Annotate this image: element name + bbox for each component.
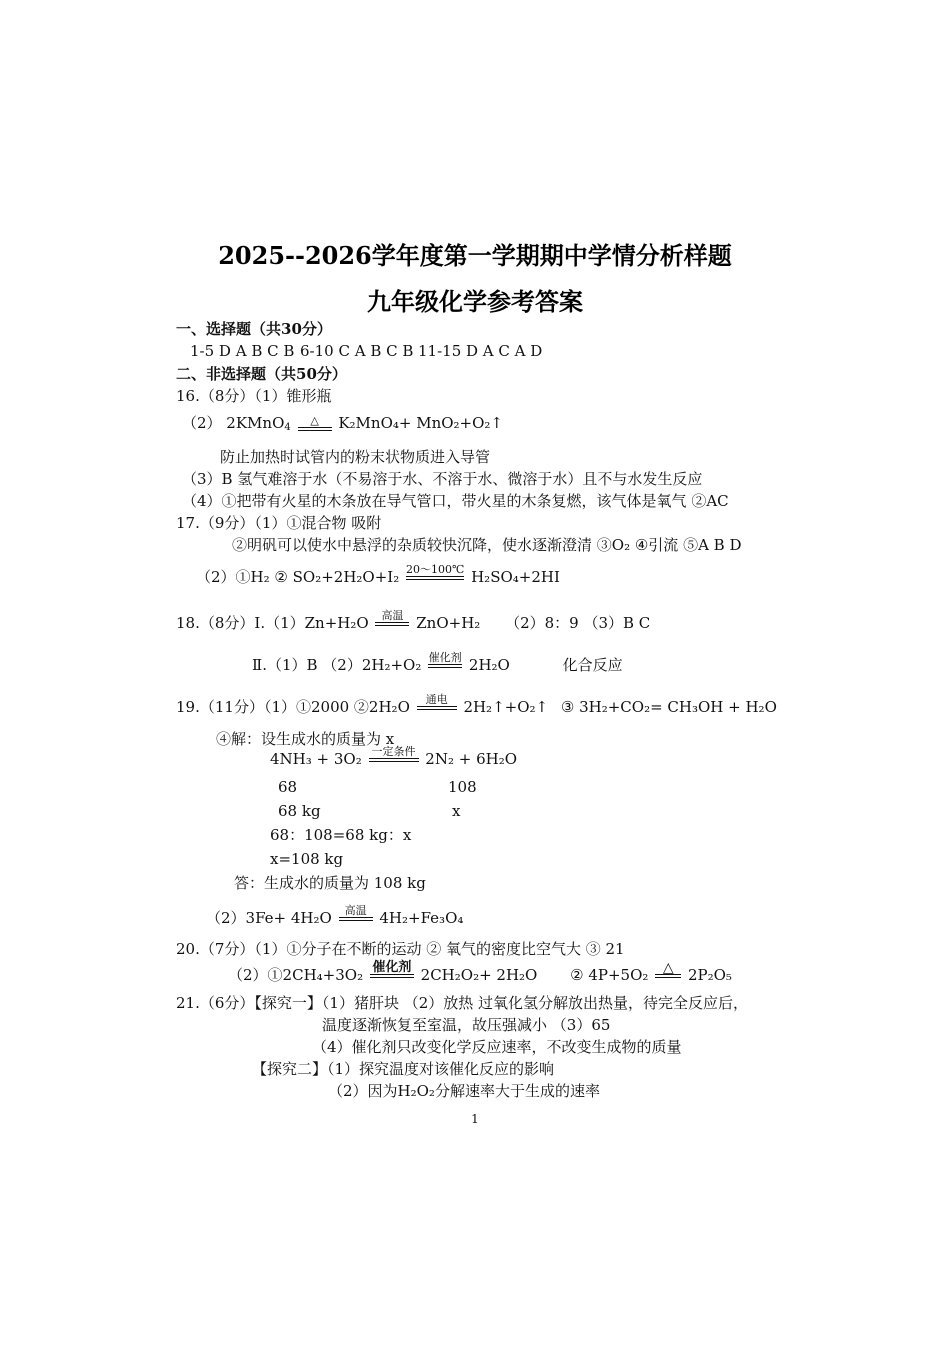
reaction-condition: 一定条件 <box>369 746 419 768</box>
q20-phosphorus-reactants: ② 4P+5O₂ <box>570 966 649 984</box>
q19-result: x=108 kg <box>270 850 344 868</box>
q21-line3: （4）催化剂只改变化学反应速率，不改变生成物的质量 <box>312 1038 682 1056</box>
q18-reaction-type: 化合反应 <box>562 656 623 674</box>
q19-mass-b: x <box>452 802 461 820</box>
page-title: 2025--2026学年度第一学期期中学情分析样题 <box>218 241 732 270</box>
q16-line3: 防止加热时试管内的粉末状物质进入导管 <box>220 448 491 466</box>
q18-part2-reactants: Ⅱ.（1）B （2）2H₂+O₂ <box>252 656 422 674</box>
q19-products: 2H₂↑+O₂↑ <box>463 698 549 716</box>
q20-methane-products: 2CH₂O₂+ 2H₂O <box>420 966 538 984</box>
reaction-condition: △ <box>655 962 681 984</box>
q19-proportion: 68：108=68 kg：x <box>270 826 412 844</box>
reaction-condition: 20～100℃ <box>406 564 464 586</box>
page-number: 1 <box>471 1112 479 1126</box>
q21-line5: （2）因为H₂O₂分解速率大于生成的速率 <box>328 1082 600 1100</box>
answers-6-10: 6-10 C A B C B <box>300 342 414 360</box>
q21-line1: 21.（6分）【探究一】（1）猪肝块 （2）放热 过氧化氢分解放出热量，待完全反应后， <box>176 994 749 1012</box>
q19-answer: 答：生成水的质量为 108 kg <box>234 874 426 892</box>
q19-methanol-equation: ③ 3H₂+CO₂= CH₃OH + H₂O <box>560 698 777 716</box>
section-heading-nonchoice: 二、非选择题（共50分） <box>176 365 347 383</box>
q17-line1: 17.（9分）（1）①混合物 吸附 <box>176 514 382 532</box>
answers-11-15: 11-15 D A C A D <box>418 342 543 360</box>
section-heading-choice: 一、选择题（共30分） <box>176 320 332 338</box>
q18-line1 <box>176 610 650 632</box>
q18-reactants: 18.（8分）Ⅰ.（1）Zn+H₂O <box>176 614 369 632</box>
q18-other-answers: （2）8：9 （3）B C <box>505 614 651 632</box>
q16-line5: （4）①把带有火星的木条放在导气管口，带火星的木条复燃，该气体是氧气 ②AC <box>182 492 729 510</box>
reaction-condition: 催化剂 <box>428 652 462 674</box>
q19-ratio-b: 108 <box>448 778 477 796</box>
q17-line2: ②明矾可以使水中悬浮的杂质较快沉降，使水逐渐澄清 ③O₂ ④引流 ⑤A B D <box>232 536 742 554</box>
q20-methane-reactants: （2）①2CH₄+3O₂ <box>228 966 364 984</box>
q19-reactants: 19.（11分）（1）①2000 ②2H₂O <box>176 698 410 716</box>
reaction-condition: 高温 <box>339 905 373 927</box>
q18-part2-products: 2H₂O <box>468 656 510 674</box>
q20-phosphorus-products: 2P₂O₅ <box>687 966 732 984</box>
q19-iron-products: 4H₂+Fe₃O₄ <box>379 909 464 927</box>
q16-products: K₂MnO₄+ MnO₂+O₂↑ <box>338 414 503 432</box>
q16-line4: （3）B 氢气难溶于水（不易溶于水、不溶于水、微溶于水）且不与水发生反应 <box>182 470 703 488</box>
reaction-condition: 高温 <box>375 610 409 632</box>
q18-line2 <box>252 652 623 674</box>
q21-line4: 【探究二】（1）探究温度对该催化反应的影响 <box>252 1060 555 1078</box>
q17-products: H₂SO₄+2HI <box>471 568 560 586</box>
q16-reactants: （2） 2KMnO <box>182 414 285 432</box>
q18-products: ZnO+H₂ <box>416 614 481 632</box>
q19-mass-a: 68 kg <box>278 802 321 820</box>
q19-ratio-a: 68 <box>278 778 298 796</box>
q19-equation2 <box>206 905 463 927</box>
page-subtitle: 九年级化学参考答案 <box>367 287 583 316</box>
q19-calc-reactants: 4NH₃ + 3O₂ <box>270 750 362 768</box>
reaction-condition: △ <box>298 415 332 437</box>
q17-reactants: （2）①H₂ ② SO₂+2H₂O+I₂ <box>196 568 400 586</box>
q17-equation <box>196 564 560 586</box>
q21-line2: 温度逐渐恢复至室温，故压强减小 （3）65 <box>322 1016 611 1034</box>
reaction-condition: 通电 <box>417 694 457 716</box>
q19-line1 <box>176 694 777 716</box>
reaction-condition: 催化剂 <box>370 962 414 984</box>
q20-line1: 20.（7分）（1）①分子在不断的运动 ② 氧气的密度比空气大 ③ 21 <box>176 940 625 958</box>
q20-line2 <box>228 962 732 984</box>
q16-equation: （2） 2KMnO$_4$ △ K₂MnO₄+ MnO₂+O₂↑ <box>182 414 503 437</box>
answers-1-5: 1-5 D A B C B <box>190 342 295 360</box>
q19-equation <box>270 746 517 768</box>
q16-line1: 16.（8分）（1）锥形瓶 <box>176 387 332 405</box>
q19-iron-reactants: （2）3Fe+ 4H₂O <box>206 909 332 927</box>
q19-calc-products: 2N₂ + 6H₂O <box>425 750 518 768</box>
q19-line2: ④解：设生成水的质量为 x <box>216 730 395 748</box>
